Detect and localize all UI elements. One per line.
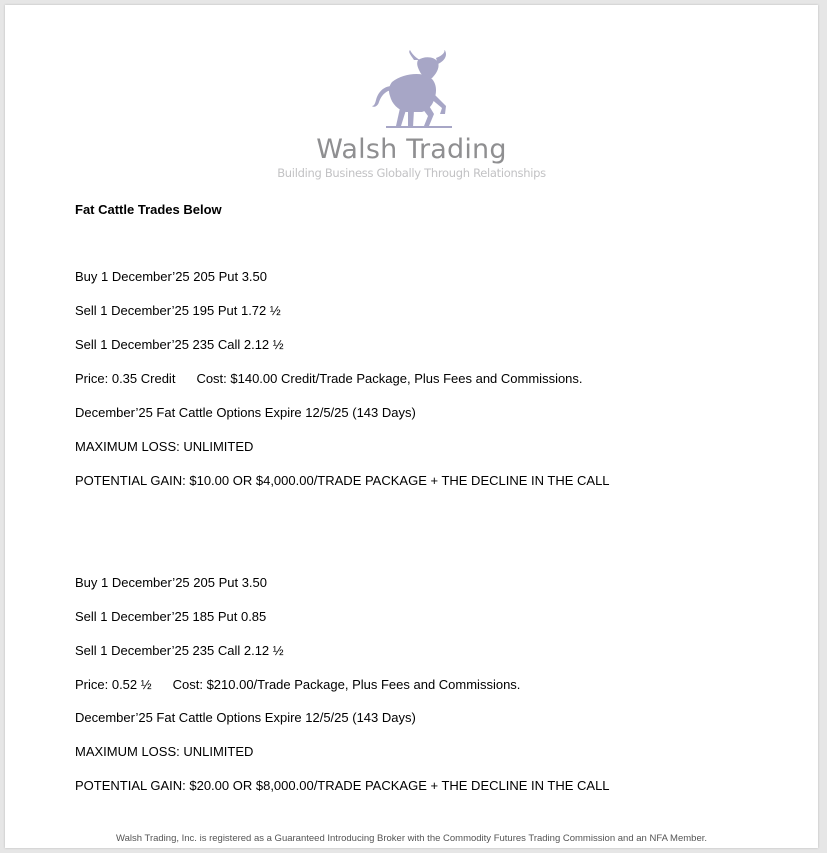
company-logo [5, 50, 818, 180]
trade1-buy-leg: Buy 1 December’25 205 Put 3.50 [75, 269, 267, 284]
trade2-potential-gain: POTENTIAL GAIN: $20.00 OR $8,000.00/TRADE PACKAGE + THE DECLINE IN THE CALL [75, 778, 610, 793]
brand-tagline: Building Business Globally Through Relationships [277, 166, 546, 180]
bull-icon [362, 50, 462, 130]
trade2-max-loss: MAXIMUM LOSS: UNLIMITED [75, 744, 254, 759]
document-page [5, 5, 818, 848]
trade1-max-loss: MAXIMUM LOSS: UNLIMITED [75, 439, 254, 454]
trade2-sell-call-leg: Sell 1 December’25 235 Call 2.12 ½ [75, 643, 284, 658]
trade1-price-row [75, 371, 583, 387]
trade2-price-row [75, 677, 520, 693]
trade1-sell-call-leg: Sell 1 December’25 235 Call 2.12 ½ [75, 337, 284, 352]
trade1-cost: Cost: $140.00 Credit/Trade Package, Plus Fees and Commissions. [196, 371, 583, 386]
trade2-cost: Cost: $210.00/Trade Package, Plus Fees and Commissions. [172, 677, 521, 692]
trade1-price: Price: 0.35 Credit [75, 371, 176, 386]
section-heading: Fat Cattle Trades Below [75, 202, 222, 217]
trade2-buy-leg: Buy 1 December’25 205 Put 3.50 [75, 575, 267, 590]
brand-name: Walsh Trading [316, 134, 507, 165]
trade2-sell-put-leg: Sell 1 December’25 185 Put 0.85 [75, 609, 267, 624]
trade2-expiry: December’25 Fat Cattle Options Expire 12/5/25 (143 Days) [75, 710, 416, 725]
trade2-price: Price: 0.52 ½ [75, 677, 152, 692]
footer-disclaimer: Walsh Trading, Inc. is registered as a Guaranteed Introducing Broker with the Commodity Futures Trading Commission and an NFA Member. [115, 833, 708, 844]
trade1-sell-put-leg: Sell 1 December’25 195 Put 1.72 ½ [75, 303, 281, 318]
trade1-potential-gain: POTENTIAL GAIN: $10.00 OR $4,000.00/TRADE PACKAGE + THE DECLINE IN THE CALL [75, 473, 610, 488]
trade1-expiry: December’25 Fat Cattle Options Expire 12/5/25 (143 Days) [75, 405, 416, 420]
